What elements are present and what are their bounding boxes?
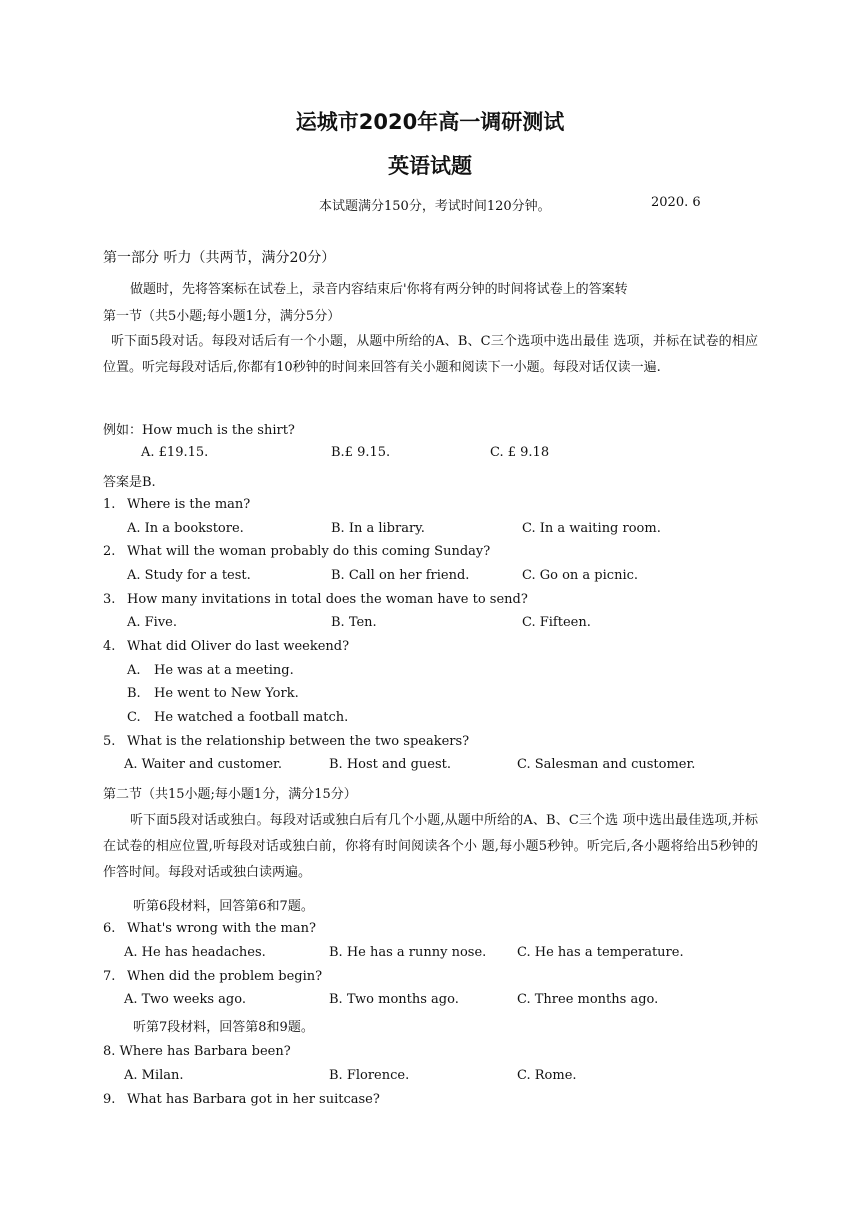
option-c: He watched a football match. — [154, 710, 349, 725]
example-question: 例如：How much is the shirt? — [103, 423, 295, 438]
section1-directions: 听下面5段对话。每段对话后有一个小题，从题中所给的A、B、C三个选项中选出最佳 选项，并标在试卷的相应位置。听完每段对话后,你都有10秒钟的时间来回答有关小题和阅读下一小题。每段对话仅读一遍. — [103, 334, 758, 375]
option-a: He was at a meeting. — [154, 663, 294, 678]
example-option-c: C. £ 9.18 — [490, 445, 550, 460]
question-number: 9. — [103, 1092, 116, 1107]
question-number: 7. — [103, 969, 116, 984]
material-7-note: 听第7段材料，回答第8和9题。 — [133, 1020, 314, 1035]
question-text: What has Barbara got in her suitcase? — [127, 1092, 380, 1107]
part1-heading: 第一部分 听力（共两节，满分20分） — [103, 250, 336, 266]
exam-title: 运城市2020年高一调研测试 — [295, 110, 565, 134]
option-c: C. He has a temperature. — [517, 945, 684, 960]
option-a: A. He has headaches. — [124, 945, 266, 960]
exam-subtitle: 英语试题 — [388, 154, 472, 178]
option-a-letter: A. — [127, 663, 141, 678]
option-a: A. Five. — [127, 615, 178, 630]
example-option-a: A. £19.15. — [141, 445, 209, 460]
option-b: He went to New York. — [154, 686, 299, 701]
question-text: 8. Where has Barbara been? — [103, 1044, 291, 1059]
option-c: C. In a waiting room. — [522, 521, 661, 536]
option-b: B. Two months ago. — [329, 992, 459, 1007]
question-text: What will the woman probably do this coming Sunday? — [127, 544, 491, 559]
question-text: What did Oliver do last weekend? — [127, 639, 350, 654]
question-text: What is the relationship between the two speakers? — [127, 734, 470, 749]
question-text: What's wrong with the man? — [127, 921, 316, 936]
material-6-note: 听第6段材料，回答第6和7题。 — [133, 899, 314, 914]
option-b: B. Florence. — [329, 1068, 410, 1083]
question-number: 6. — [103, 921, 116, 936]
section2-heading: 第二节（共15小题;每小题1分，满分15分） — [103, 787, 357, 802]
question-number: 5. — [103, 734, 116, 749]
example-option-b: B.£ 9.15. — [331, 445, 391, 460]
option-c: C. Salesman and customer. — [517, 757, 696, 772]
option-c: C. Rome. — [517, 1068, 577, 1083]
part1-instructions: 做题时，先将答案标在试卷上，录音内容结束后'你将有两分钟的时间将试卷上的答案转 — [130, 282, 628, 297]
option-a: A. Study for a test. — [127, 568, 251, 583]
option-c-letter: C. — [127, 710, 141, 725]
question-number: 4. — [103, 639, 116, 654]
option-b: B. Host and guest. — [329, 757, 452, 772]
question-text: Where is the man? — [127, 497, 251, 512]
option-b: B. In a library. — [331, 521, 425, 536]
section1-heading: 第一节（共5小题;每小题1分，满分5分） — [103, 309, 341, 324]
option-a: A. Two weeks ago. — [124, 992, 246, 1007]
option-a: A. Waiter and customer. — [124, 757, 282, 772]
question-text: When did the problem begin? — [127, 969, 323, 984]
option-b: B. Call on her friend. — [331, 568, 470, 583]
question-number: 1. — [103, 497, 116, 512]
question-number: 3. — [103, 592, 116, 607]
option-b: B. He has a runny nose. — [329, 945, 487, 960]
option-c: C. Fifteen. — [522, 615, 591, 630]
question-number: 2. — [103, 544, 116, 559]
option-c: C. Three months ago. — [517, 992, 659, 1007]
option-b: B. Ten. — [331, 615, 377, 630]
example-answer: 答案是B. — [103, 475, 156, 490]
exam-info: 本试题满分150分，考试时间120分钟。 — [319, 199, 551, 214]
section2-directions: 听下面5段对话或独白。每段对话或独白后有几个小题,从题中所给的A、B、C三个选 项中选出最佳选项,并标在试卷的相应位置,听每段对话或独白前，你将有时间阅读各个小 题,每小题5秒钟。听完后,各小题将给出5秒钟的作答时间。每段对话或独白读两遍。 — [103, 813, 758, 880]
option-a: A. Milan. — [124, 1068, 184, 1083]
exam-date: 2020. 6 — [651, 195, 701, 210]
question-text: How many invitations in total does the woman have to send? — [127, 592, 528, 607]
option-b-letter: B. — [127, 686, 141, 701]
option-c: C. Go on a picnic. — [522, 568, 639, 583]
option-a: A. In a bookstore. — [127, 521, 244, 536]
